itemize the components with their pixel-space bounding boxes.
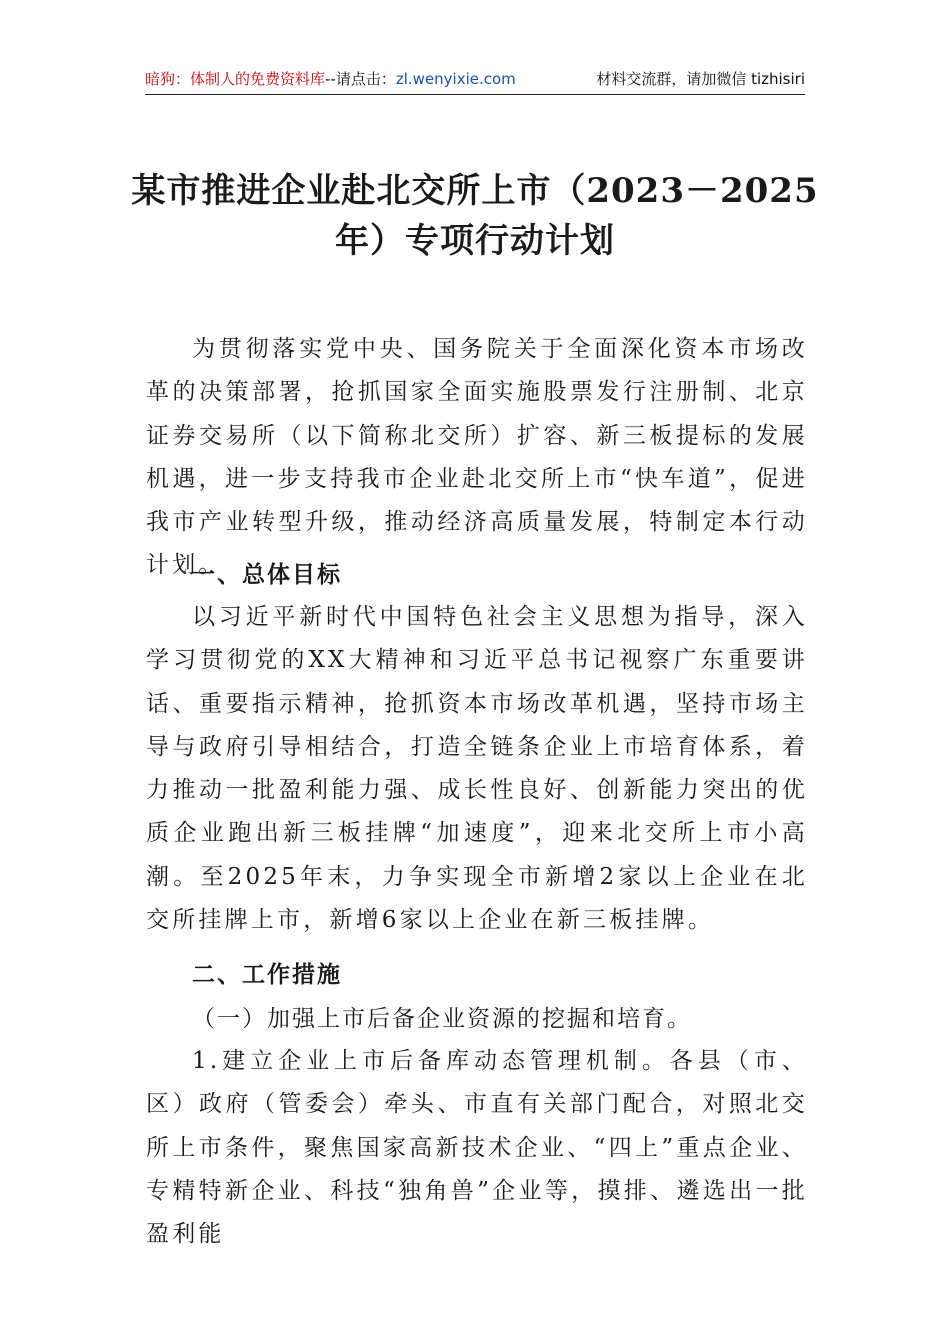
- header-link[interactable]: zl.wenyixie.com: [395, 70, 516, 88]
- section-1-heading: 一、总体目标: [192, 561, 342, 588]
- doc-title-line-2: 年）专项行动计划: [335, 221, 615, 261]
- header-site-name: 暗狗：体制人的免费资料库: [145, 70, 326, 88]
- section-2-heading: 二、工作措施: [192, 961, 342, 988]
- header-prompt: --请点击：: [325, 70, 396, 88]
- intro-paragraph: 为贯彻落实党中央、国务院关于全面深化资本市场改革的决策部署，抢抓国家全面实施股票发行注册制、北京证券交易所（以下简称北交所）扩容、新三板提标的发展机遇，进一步支持我市企业赴北交所上市“快车道”，促进我市产业转型升级，推动经济高质量发展，特制定本行动计划。: [146, 336, 808, 579]
- header-contact: 材料交流群，请加微信 tizhisiri: [596, 70, 805, 88]
- section-2-item-1: 1.建立企业上市后备库动态管理机制。各县（市、区）政府（管委会）牵头、市直有关部门配合，对照北交所上市条件，聚焦国家高新技术企业、“四上”重点企业、专精特新企业、科技“独角兽”企业等，摸排、遴选出一批盈利能: [146, 1048, 808, 1248]
- section-1-body: 以习近平新时代中国特色社会主义思想为指导，深入学习贯彻党的XX大精神和习近平总书记视察广东重要讲话、重要指示精神，抢抓资本市场改革机遇，坚持市场主导与政府引导相结合，打造全链条企业上市培育体系，着力推动一批盈利能力强、成长性良好、创新能力突出的优质企业跑出新三板挂牌“加速度”，迎来北交所上市小高潮。至2025年末，力争实现全市新增2家以上企业在北交所挂牌上市，新增6家以上企业在新三板挂牌。: [146, 604, 808, 934]
- doc-title-line-1: 某市推进企业赴北交所上市（2023－2025: [131, 171, 819, 211]
- page-header: [145, 68, 805, 95]
- section-2-subheading: （一）加强上市后备企业资源的挖掘和培育。: [192, 1006, 692, 1032]
